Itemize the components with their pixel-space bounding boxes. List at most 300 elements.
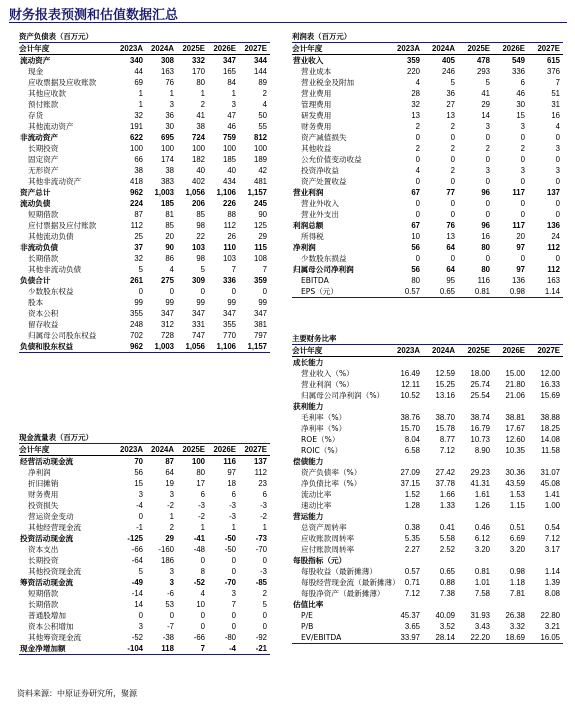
row-value: 7 <box>231 600 236 609</box>
table-row <box>19 467 270 478</box>
row-label: 归属母公司净利润 <box>293 265 354 274</box>
table-row <box>292 566 563 577</box>
row-value <box>423 599 458 610</box>
row-label: 获利能力 <box>293 402 324 411</box>
row-value: 27 <box>446 100 455 109</box>
table-row <box>292 209 563 220</box>
row-value <box>388 456 423 467</box>
table-caption-row <box>19 432 270 444</box>
row-value: 41 <box>481 89 490 98</box>
row-value: 90 <box>165 243 174 252</box>
row-value: 3.65 <box>404 622 420 631</box>
row-value: 0 <box>415 155 420 164</box>
table-row <box>19 643 270 655</box>
row-value: 22.80 <box>540 611 560 620</box>
row-value: -64 <box>131 556 143 565</box>
row-value: 163 <box>546 276 560 285</box>
table-row <box>292 99 563 110</box>
row-value: 3 <box>169 578 174 587</box>
table-row <box>292 522 563 533</box>
row-value: 1 <box>138 100 143 109</box>
row-value: 67 <box>411 221 420 230</box>
row-value: 0 <box>415 133 420 142</box>
row-value: 96 <box>481 188 490 197</box>
row-value: 29.23 <box>470 468 490 477</box>
row-value: 728 <box>160 331 174 340</box>
row-label: 负债和股东权益 <box>19 341 115 353</box>
row-value: 29 <box>165 534 174 543</box>
row-value: 962 <box>115 341 146 353</box>
row-value <box>458 357 493 369</box>
table-row <box>19 522 270 533</box>
row-label: 归属母公司净利润（%） <box>301 391 385 400</box>
row-value: 15.00 <box>505 369 525 378</box>
row-value: 2 <box>415 144 420 153</box>
table-row <box>19 154 270 165</box>
row-value: 3 <box>520 166 525 175</box>
row-label: 应付账款周转率 <box>301 545 355 554</box>
row-value: 248 <box>129 320 143 329</box>
row-value: 344 <box>253 56 267 65</box>
row-value: 118 <box>146 643 177 655</box>
cash-flow-panel <box>19 432 270 655</box>
row-value: -92 <box>255 633 267 642</box>
row-value: 3 <box>231 100 236 109</box>
row-label: 成长能力 <box>293 358 324 367</box>
row-value: 21.06 <box>505 391 525 400</box>
row-value: 21.80 <box>505 380 525 389</box>
table-row <box>292 577 563 588</box>
table-row <box>19 220 270 231</box>
row-value: 402 <box>191 177 205 186</box>
row-value: 7 <box>555 78 560 87</box>
header-year: 2026E <box>208 444 239 456</box>
row-value: 275 <box>160 276 174 285</box>
row-label: 筹资活动现金流 <box>20 578 74 587</box>
row-value: 478 <box>476 56 490 65</box>
table-row <box>19 478 270 489</box>
row-label: 短期借款 <box>28 589 59 598</box>
table-row <box>19 308 270 319</box>
table-row <box>292 511 563 522</box>
row-value: 7.12 <box>544 534 560 543</box>
row-value: 0.41 <box>439 523 455 532</box>
row-value: 84 <box>227 78 236 87</box>
table-caption: 资产负债表（百万元） <box>19 32 93 41</box>
row-value: 90 <box>258 210 267 219</box>
row-value: -160 <box>158 545 174 554</box>
table-row <box>292 599 563 610</box>
row-value: 3.32 <box>509 622 525 631</box>
row-value: 702 <box>129 331 143 340</box>
row-value: 2 <box>415 122 420 131</box>
row-label: 其他筹资现金流 <box>28 633 82 642</box>
row-value: 0 <box>450 210 455 219</box>
caption-spacer <box>115 31 146 43</box>
row-label: 非流动负债 <box>20 243 58 252</box>
row-value: 6.12 <box>474 534 490 543</box>
row-value: 69 <box>134 78 143 87</box>
row-label: 应付票据及应付账款 <box>28 221 97 230</box>
table-row <box>292 275 563 286</box>
table-caption-row <box>292 333 563 345</box>
table-row <box>292 467 563 478</box>
row-value: 18.69 <box>493 632 528 644</box>
row-value: 220 <box>406 67 420 76</box>
row-value: 116 <box>223 457 236 466</box>
row-value: 16 <box>551 111 560 120</box>
row-value: 64 <box>446 243 455 252</box>
table-caption: 主要财务比率 <box>292 334 337 343</box>
row-value: 38.81 <box>505 413 525 422</box>
row-value: 0.38 <box>404 523 420 532</box>
row-value: 1.41 <box>544 490 560 499</box>
row-value: 962 <box>129 188 143 197</box>
row-value: 3 <box>138 490 143 499</box>
row-value: 18.25 <box>540 424 560 433</box>
row-value: 6 <box>520 78 525 87</box>
row-value: 174 <box>160 155 174 164</box>
row-value: 88 <box>227 210 236 219</box>
row-value: 5 <box>262 600 267 609</box>
row-value: 30 <box>516 100 525 109</box>
row-value: 15.78 <box>435 424 455 433</box>
row-value: 376 <box>546 67 560 76</box>
row-value: 0 <box>262 622 267 631</box>
row-value: 56 <box>134 468 143 477</box>
row-value: 797 <box>253 331 267 340</box>
row-value: 2 <box>450 122 455 131</box>
table-caption-row <box>292 31 563 43</box>
row-value: 100 <box>160 144 174 153</box>
row-label: 长期投资 <box>28 144 59 153</box>
row-value: 14.08 <box>540 435 560 444</box>
table-row <box>292 77 563 88</box>
row-value: 76 <box>165 78 174 87</box>
row-value: 12.00 <box>540 369 560 378</box>
row-value: 80 <box>411 276 420 285</box>
row-value: 355 <box>129 309 143 318</box>
row-value: 7.12 <box>439 446 455 455</box>
row-value: 0 <box>520 177 525 186</box>
row-value: 2 <box>450 144 455 153</box>
row-label: P/E <box>301 611 313 620</box>
row-value: 191 <box>129 122 143 131</box>
row-value: -70 <box>224 578 236 587</box>
row-value: 3 <box>138 622 143 631</box>
row-label: 投资活动现金流 <box>20 534 74 543</box>
row-label: 其他收益 <box>301 144 332 153</box>
table-row <box>19 489 270 500</box>
row-value: 13 <box>446 111 455 120</box>
table-row <box>292 401 563 412</box>
row-value: 0 <box>262 287 267 296</box>
row-value: 1.28 <box>404 501 420 510</box>
header-label: 会计年度 <box>292 345 388 357</box>
row-value: 137 <box>253 457 267 466</box>
table-row <box>292 220 563 231</box>
row-value: 2 <box>262 589 267 598</box>
row-value: 8 <box>200 567 205 576</box>
row-value <box>493 555 528 566</box>
table-row <box>19 110 270 121</box>
table-row <box>19 165 270 176</box>
row-value: 30 <box>165 122 174 131</box>
row-value: -3 <box>260 501 267 510</box>
row-value: -3 <box>229 512 236 521</box>
row-value: 45.08 <box>540 479 560 488</box>
row-value: 1,157 <box>247 188 267 197</box>
table-row <box>19 555 270 566</box>
row-value: 77 <box>446 188 455 197</box>
row-label: 每股收益（最新摊薄） <box>301 567 377 576</box>
row-value: 0 <box>262 556 267 565</box>
row-value <box>388 599 423 610</box>
table-row <box>19 88 270 99</box>
row-value: 96 <box>481 221 490 230</box>
table-row <box>292 176 563 187</box>
table-row <box>292 390 563 401</box>
row-value: 23 <box>258 479 267 488</box>
row-value: 56 <box>411 265 420 274</box>
row-value: 17 <box>196 479 205 488</box>
row-value <box>458 456 493 467</box>
row-value: -1 <box>136 523 143 532</box>
balance-sheet-table <box>19 31 270 353</box>
table-row <box>19 66 270 77</box>
row-value: -2 <box>167 501 174 510</box>
row-value: 112 <box>547 243 560 252</box>
balance-sheet-panel <box>19 31 270 353</box>
table-row <box>19 132 270 143</box>
row-value: 615 <box>546 56 560 65</box>
row-label: 估值比率 <box>293 600 324 609</box>
row-label: 净利润 <box>293 243 316 252</box>
caption-spacer <box>177 432 208 444</box>
row-value <box>493 357 528 369</box>
row-value: 0.81 <box>458 286 493 298</box>
row-label: 净利率（%） <box>301 424 347 433</box>
row-label: 其他投资现金流 <box>28 567 82 576</box>
header-year: 2024A <box>146 444 177 456</box>
row-value: 15 <box>516 111 525 120</box>
row-value: 67 <box>411 188 420 197</box>
table-row <box>292 110 563 121</box>
row-value: 10.52 <box>400 391 420 400</box>
row-value: 76 <box>446 221 455 230</box>
row-value: 5 <box>485 78 490 87</box>
table-header-row <box>292 43 563 55</box>
row-value: 5 <box>138 265 143 274</box>
table-caption: 利润表（百万元） <box>292 32 352 41</box>
row-value: 0 <box>450 199 455 208</box>
row-value: 15.25 <box>435 380 455 389</box>
row-value: 0 <box>231 556 236 565</box>
row-value: 20 <box>516 232 525 241</box>
row-value: 359 <box>406 56 420 65</box>
row-value: 185 <box>222 155 236 164</box>
table-header-row <box>19 43 270 55</box>
row-value: -104 <box>115 643 146 655</box>
table-row <box>19 511 270 522</box>
table-row <box>292 55 563 67</box>
row-value: 5 <box>138 567 143 576</box>
row-value: 97 <box>516 265 525 274</box>
table-row <box>292 66 563 77</box>
row-value: 25.74 <box>470 380 490 389</box>
row-value: 1,106 <box>216 188 236 197</box>
row-value: 100 <box>191 144 205 153</box>
row-label: 资本公积 <box>28 309 59 318</box>
header-year: 2025E <box>458 43 493 55</box>
table-row <box>19 121 270 132</box>
row-value: 347 <box>222 56 236 65</box>
row-value <box>423 401 458 412</box>
table-caption-row <box>19 31 270 43</box>
row-value: 38.70 <box>435 413 455 422</box>
row-label: 其他流动资产 <box>28 122 74 131</box>
row-label: 固定资产 <box>28 155 59 164</box>
row-value <box>458 555 493 566</box>
row-value <box>458 401 493 412</box>
row-value: 6 <box>200 490 205 499</box>
row-value: 100 <box>253 144 267 153</box>
row-label: 利润总额 <box>293 221 324 230</box>
row-value: 47 <box>227 111 236 120</box>
row-value <box>528 401 563 412</box>
row-value <box>528 456 563 467</box>
row-label: 营运资金变动 <box>28 512 74 521</box>
row-label: 管理费用 <box>301 100 332 109</box>
row-value: 80 <box>196 78 205 87</box>
row-value: 0 <box>555 133 560 142</box>
row-label: 其他非流动资产 <box>28 177 82 186</box>
caption-spacer <box>146 31 177 43</box>
row-value: -48 <box>193 545 205 554</box>
row-value: 7.38 <box>439 589 455 598</box>
row-value: 98 <box>196 254 205 263</box>
row-value: 206 <box>191 199 205 208</box>
row-label: 毛利率（%） <box>301 413 347 422</box>
row-value: 87 <box>134 210 143 219</box>
row-label: 营业收入 <box>293 56 324 65</box>
row-value: 7.81 <box>509 589 525 598</box>
row-label: 资产总计 <box>20 188 51 197</box>
row-value: 100 <box>129 144 143 153</box>
row-value: 117 <box>512 221 525 230</box>
key-ratios-table <box>292 333 563 644</box>
row-value: 99 <box>196 298 205 307</box>
header-year: 2025E <box>177 444 208 456</box>
row-value: 747 <box>191 331 205 340</box>
row-value: 0 <box>555 177 560 186</box>
row-value: 28.14 <box>423 632 458 644</box>
row-value: 0 <box>231 622 236 631</box>
row-value <box>458 599 493 610</box>
row-value: 1 <box>262 523 267 532</box>
table-row <box>19 577 270 588</box>
table-row <box>292 88 563 99</box>
row-label: 每股净资产（最新摊薄） <box>301 589 385 598</box>
row-value: 1,106 <box>208 341 239 353</box>
row-value: 33.97 <box>388 632 423 644</box>
table-row <box>292 610 563 621</box>
row-value: 340 <box>129 56 143 65</box>
row-label: ROIC（%） <box>301 446 343 455</box>
row-value: 3.20 <box>509 545 525 554</box>
row-value: 37.15 <box>400 479 420 488</box>
table-row <box>292 231 563 242</box>
row-value: 405 <box>441 56 455 65</box>
row-value: 0 <box>138 611 143 620</box>
row-value <box>528 357 563 369</box>
row-label: 流动资产 <box>20 56 51 65</box>
row-value: 0 <box>450 133 455 142</box>
row-value: 13.16 <box>435 391 455 400</box>
row-value: 0 <box>138 512 143 521</box>
row-label: 少数股东损益 <box>301 254 347 263</box>
table-row <box>19 599 270 610</box>
row-value: 1.26 <box>474 501 490 510</box>
row-label: 折旧摊销 <box>28 479 59 488</box>
table-row <box>19 566 270 577</box>
row-label: 资本支出 <box>28 545 59 554</box>
row-value: 110 <box>223 243 236 252</box>
row-value: 11.58 <box>541 446 560 455</box>
table-row <box>19 533 270 544</box>
table-row <box>292 456 563 467</box>
row-value: 1.15 <box>509 501 525 510</box>
table-row <box>19 231 270 242</box>
row-value: 5 <box>200 265 205 274</box>
row-value: 1.14 <box>544 567 560 576</box>
row-value: -3 <box>198 501 205 510</box>
row-value: 3 <box>520 122 525 131</box>
row-label: 负债合计 <box>20 276 51 285</box>
table-row <box>292 121 563 132</box>
row-value: 136 <box>546 221 560 230</box>
row-value: 622 <box>129 133 143 142</box>
table-row <box>19 55 270 67</box>
row-value: 46 <box>516 89 525 98</box>
table-row <box>19 99 270 110</box>
row-label: 每股经营现金流（最新摊薄） <box>301 578 400 587</box>
row-value: 185 <box>160 199 174 208</box>
table-row <box>292 143 563 154</box>
row-value: 245 <box>253 199 267 208</box>
row-label: 少数股东权益 <box>28 287 74 296</box>
table-row <box>292 544 563 555</box>
row-value: 7.58 <box>474 589 490 598</box>
row-label: 其他应收款 <box>28 89 66 98</box>
row-label: 现金净增加额 <box>19 643 115 655</box>
row-value: 0 <box>485 177 490 186</box>
row-value: -80 <box>224 633 236 642</box>
row-value: 3 <box>555 166 560 175</box>
row-value: 1 <box>200 89 205 98</box>
row-label: 应收票据及应收账款 <box>28 78 97 87</box>
row-value: 0 <box>450 254 455 263</box>
row-value: 3 <box>555 144 560 153</box>
row-label: 资本公积增加 <box>28 622 74 631</box>
income-statement-table <box>292 31 563 298</box>
row-value: -50 <box>224 545 236 554</box>
caption-spacer <box>146 432 177 444</box>
row-value: 0 <box>415 177 420 186</box>
row-label: 存货 <box>28 111 44 120</box>
table-row <box>292 555 563 566</box>
row-label: 净负债比率（%） <box>301 479 362 488</box>
